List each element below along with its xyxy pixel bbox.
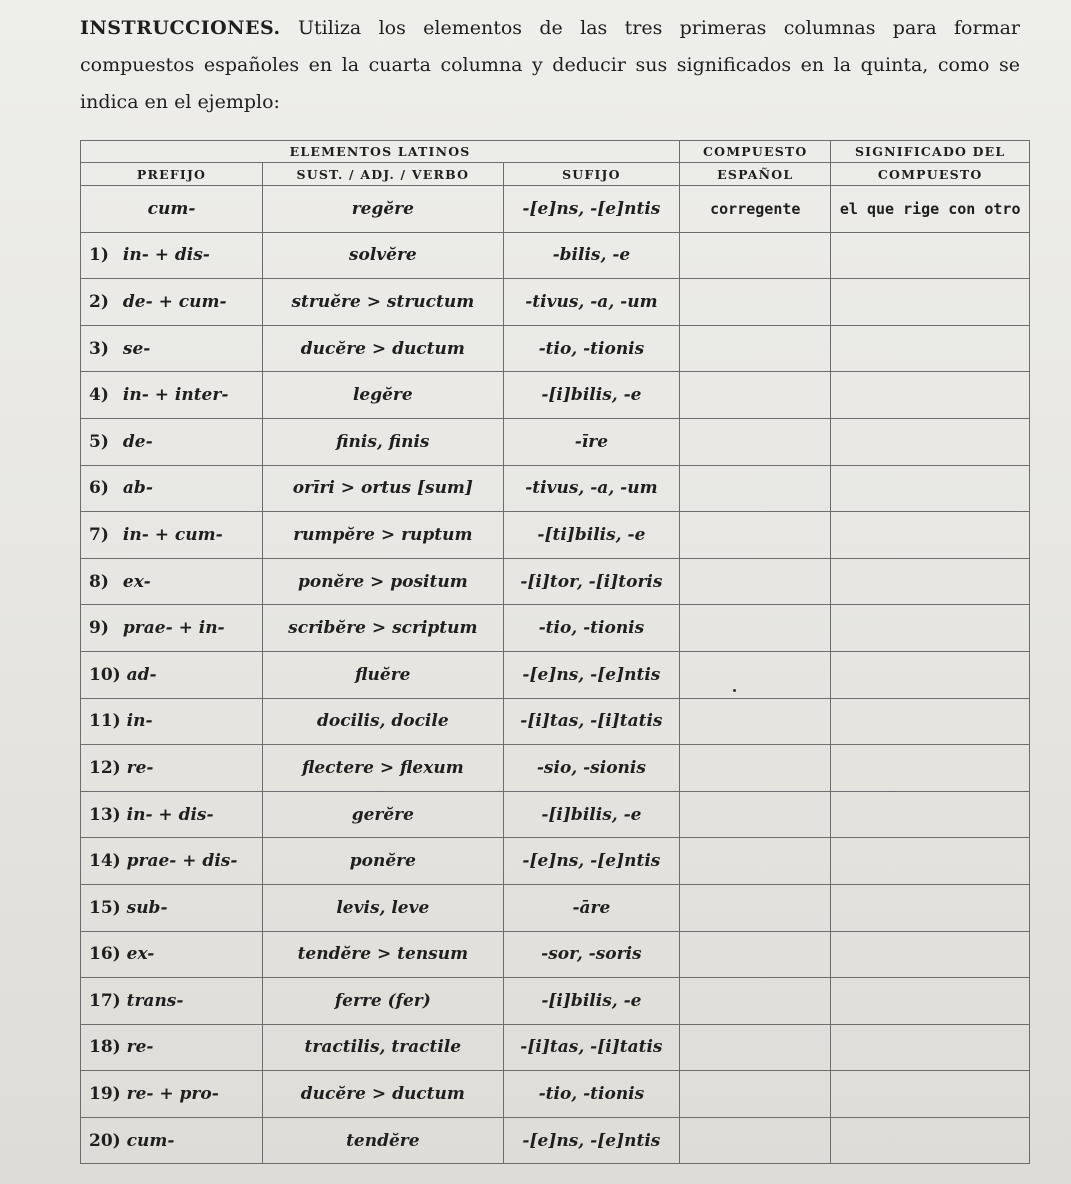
- instructions-text: Utiliza los elementos de las tres primeras columnas para formar compuestos españoles en la cuarta columna y deducir sus significados en la quinta, como se indica en el ejemplo:: [80, 17, 1020, 113]
- compuesto-blank-cell[interactable]: [680, 791, 831, 838]
- sufijo-cell: -[i]tas, -[i]tatis: [503, 698, 680, 745]
- sufijo-cell: -tivus, -a, -um: [503, 465, 680, 512]
- prefijo-text: sub-: [126, 897, 168, 918]
- row-number: 12): [89, 757, 121, 778]
- compuesto-blank-cell[interactable]: [680, 978, 831, 1025]
- significado-blank-cell[interactable]: [831, 512, 1030, 559]
- compuesto-blank-cell[interactable]: [680, 838, 831, 885]
- row-number: 8): [89, 571, 109, 592]
- sufijo-cell: -[e]ns, -[e]ntis: [503, 651, 680, 698]
- table-row: [81, 698, 1030, 745]
- sust-adj-verbo-cell: ponĕre > positum: [263, 558, 504, 605]
- row-number: 18): [89, 1037, 121, 1058]
- example-sufijo: -[e]ns, -[e]ntis: [503, 186, 680, 233]
- compuesto-blank-cell[interactable]: [680, 232, 831, 279]
- prefijo-cell: [81, 418, 263, 465]
- table-row: [81, 279, 1030, 326]
- row-number: 5): [89, 431, 109, 452]
- sufijo-cell: -[i]bilis, -e: [503, 978, 680, 1025]
- instructions-paragraph: [80, 10, 1020, 121]
- example-row: [81, 186, 1030, 233]
- row-number: 17): [89, 990, 121, 1011]
- table-row: [81, 1071, 1030, 1118]
- row-number: 3): [89, 338, 109, 359]
- prefijo-text: prae- + dis-: [126, 851, 238, 872]
- prefijo-cell: [81, 558, 263, 605]
- row-number: 20): [89, 1130, 121, 1151]
- compuesto-blank-cell[interactable]: [680, 1024, 831, 1071]
- compuesto-blank-cell[interactable]: [680, 1117, 831, 1164]
- compuesto-blank-cell[interactable]: [680, 1071, 831, 1118]
- table-row: [81, 1117, 1030, 1164]
- prefijo-text: re-: [126, 1037, 154, 1058]
- sufijo-cell: -[i]tas, -[i]tatis: [503, 1024, 680, 1071]
- table-row: [81, 325, 1030, 372]
- prefijo-cell: [81, 279, 263, 326]
- significado-blank-cell[interactable]: [831, 1071, 1030, 1118]
- significado-blank-cell[interactable]: [831, 465, 1030, 512]
- significado-blank-cell[interactable]: [831, 698, 1030, 745]
- header-significado-2: COMPUESTO: [831, 163, 1030, 186]
- sufijo-cell: -[i]tor, -[i]toris: [503, 558, 680, 605]
- table-row: [81, 791, 1030, 838]
- sust-adj-verbo-cell: ducĕre > ductum: [263, 1071, 504, 1118]
- table-row: [81, 418, 1030, 465]
- compuesto-blank-cell[interactable]: [680, 605, 831, 652]
- sufijo-cell: -tivus, -a, -um: [503, 279, 680, 326]
- prefijo-cell: [81, 1024, 263, 1071]
- sust-adj-verbo-cell: scribĕre > scriptum: [263, 605, 504, 652]
- row-number: 9): [89, 618, 109, 639]
- significado-blank-cell[interactable]: [831, 838, 1030, 885]
- prefijo-text: prae- + in-: [122, 618, 225, 639]
- table-row: [81, 465, 1030, 512]
- prefijo-text: in- + dis-: [126, 804, 214, 825]
- sust-adj-verbo-cell: flectere > flexum: [263, 745, 504, 792]
- prefijo-cell: [81, 605, 263, 652]
- latin-elements-table: [80, 140, 1030, 1164]
- header-row-2: [81, 163, 1030, 186]
- prefijo-cell: [81, 978, 263, 1025]
- header-row-1: [81, 141, 1030, 163]
- example-compuesto: corregente: [680, 186, 831, 233]
- significado-blank-cell[interactable]: [831, 1024, 1030, 1071]
- prefijo-text: ad-: [126, 664, 157, 685]
- header-significado-1: SIGNIFICADO DEL: [831, 141, 1030, 163]
- row-number: 15): [89, 897, 121, 918]
- sust-adj-verbo-cell: legĕre: [263, 372, 504, 419]
- significado-blank-cell[interactable]: [831, 372, 1030, 419]
- sufijo-cell: -[e]ns, -[e]ntis: [503, 838, 680, 885]
- compuesto-blank-cell[interactable]: [680, 418, 831, 465]
- prefijo-text: cum-: [126, 1130, 175, 1151]
- table-row: [81, 651, 1030, 698]
- significado-blank-cell[interactable]: [831, 651, 1030, 698]
- row-number: 16): [89, 944, 121, 965]
- compuesto-blank-cell[interactable]: [680, 884, 831, 931]
- prefijo-cell: [81, 465, 263, 512]
- row-number: 11): [89, 711, 121, 732]
- prefijo-text: de-: [122, 431, 153, 452]
- sust-adj-verbo-cell: tractilis, tractile: [263, 1024, 504, 1071]
- table-row: [81, 558, 1030, 605]
- compuesto-blank-cell[interactable]: [680, 651, 831, 698]
- sufijo-cell: -sio, -sionis: [503, 745, 680, 792]
- sust-adj-verbo-cell: gerĕre: [263, 791, 504, 838]
- prefijo-text: ab-: [122, 478, 153, 499]
- compuesto-blank-cell[interactable]: [680, 558, 831, 605]
- sust-adj-verbo-cell: fluĕre: [263, 651, 504, 698]
- row-number: 1): [89, 245, 109, 266]
- significado-blank-cell[interactable]: [831, 232, 1030, 279]
- significado-blank-cell[interactable]: [831, 884, 1030, 931]
- sust-adj-verbo-cell: rumpĕre > ruptum: [263, 512, 504, 559]
- sust-adj-verbo-cell: finis, finis: [263, 418, 504, 465]
- sufijo-cell: -[i]bilis, -e: [503, 372, 680, 419]
- header-prefijo: PREFIJO: [81, 163, 263, 186]
- prefijo-text: se-: [122, 338, 151, 359]
- sufijo-cell: -[i]bilis, -e: [503, 791, 680, 838]
- sust-adj-verbo-cell: solvĕre: [263, 232, 504, 279]
- significado-blank-cell[interactable]: [831, 1117, 1030, 1164]
- compuesto-blank-cell[interactable]: [680, 325, 831, 372]
- prefijo-cell: [81, 745, 263, 792]
- sufijo-cell: -tio, -tionis: [503, 605, 680, 652]
- significado-blank-cell[interactable]: [831, 418, 1030, 465]
- significado-blank-cell[interactable]: [831, 931, 1030, 978]
- significado-blank-cell[interactable]: [831, 558, 1030, 605]
- row-number: 13): [89, 804, 121, 825]
- prefijo-cell: [81, 512, 263, 559]
- header-sufijo: SUFIJO: [503, 163, 680, 186]
- example-significado: el que rige con otro: [831, 186, 1030, 233]
- prefijo-cell: [81, 325, 263, 372]
- row-number: 2): [89, 291, 109, 312]
- row-number: 6): [89, 478, 109, 499]
- compuesto-blank-cell[interactable]: [680, 931, 831, 978]
- sufijo-cell: -tio, -tionis: [503, 1071, 680, 1118]
- table-row: [81, 884, 1030, 931]
- header-sust-adj-verbo: SUST. / ADJ. / VERBO: [263, 163, 504, 186]
- prefijo-text: trans-: [126, 990, 184, 1011]
- prefijo-cell: [81, 884, 263, 931]
- significado-blank-cell[interactable]: [831, 279, 1030, 326]
- prefijo-text: in-: [126, 711, 153, 732]
- compuesto-blank-cell[interactable]: [680, 372, 831, 419]
- prefijo-text: ex-: [126, 944, 155, 965]
- prefijo-cell: [81, 791, 263, 838]
- prefijo-text: in- + dis-: [122, 245, 210, 266]
- prefijo-text: de- + cum-: [122, 291, 227, 312]
- table-row: [81, 838, 1030, 885]
- prefijo-cell: [81, 1071, 263, 1118]
- row-number: 10): [89, 664, 121, 685]
- significado-blank-cell[interactable]: [831, 745, 1030, 792]
- prefijo-text: in- + cum-: [122, 524, 223, 545]
- row-number: 4): [89, 385, 109, 406]
- instructions-lead: INSTRUCCIONES.: [80, 17, 281, 39]
- table-row: [81, 745, 1030, 792]
- sust-adj-verbo-cell: ducĕre > ductum: [263, 325, 504, 372]
- table-row: [81, 512, 1030, 559]
- prefijo-text: re- + pro-: [126, 1084, 219, 1105]
- sufijo-cell: -āre: [503, 884, 680, 931]
- prefijo-cell: [81, 698, 263, 745]
- sust-adj-verbo-cell: tendĕre: [263, 1117, 504, 1164]
- header-compuesto-1: COMPUESTO: [680, 141, 831, 163]
- sufijo-cell: -tio, -tionis: [503, 325, 680, 372]
- sust-adj-verbo-cell: orīri > ortus [sum]: [263, 465, 504, 512]
- significado-blank-cell[interactable]: [831, 605, 1030, 652]
- sust-adj-verbo-cell: ferre (fer): [263, 978, 504, 1025]
- prefijo-cell: [81, 1117, 263, 1164]
- table-row: [81, 931, 1030, 978]
- sufijo-cell: -īre: [503, 418, 680, 465]
- example-prefijo: cum-: [81, 186, 263, 233]
- significado-blank-cell[interactable]: [831, 791, 1030, 838]
- header-compuesto-2: ESPAÑOL: [680, 163, 831, 186]
- compuesto-blank-cell[interactable]: [680, 279, 831, 326]
- prefijo-cell: [81, 372, 263, 419]
- prefijo-text: in- + inter-: [122, 385, 229, 406]
- sust-adj-verbo-cell: ponĕre: [263, 838, 504, 885]
- sufijo-cell: -sor, -soris: [503, 931, 680, 978]
- table-row: [81, 372, 1030, 419]
- prefijo-cell: [81, 651, 263, 698]
- compuesto-blank-cell[interactable]: [680, 745, 831, 792]
- sufijo-cell: -[ti]bilis, -e: [503, 512, 680, 559]
- table-row: [81, 978, 1030, 1025]
- sust-adj-verbo-cell: struĕre > structum: [263, 279, 504, 326]
- row-number: 7): [89, 524, 109, 545]
- significado-blank-cell[interactable]: [831, 325, 1030, 372]
- table-row: [81, 1024, 1030, 1071]
- table-row: [81, 232, 1030, 279]
- row-number: 19): [89, 1084, 121, 1105]
- example-sust: regĕre: [263, 186, 504, 233]
- prefijo-cell: [81, 838, 263, 885]
- compuesto-blank-cell[interactable]: [680, 465, 831, 512]
- row-number: 14): [89, 851, 121, 872]
- prefijo-cell: [81, 232, 263, 279]
- table-row: [81, 605, 1030, 652]
- prefijo-text: re-: [126, 757, 154, 778]
- prefijo-text: ex-: [122, 571, 151, 592]
- sufijo-cell: -bilis, -e: [503, 232, 680, 279]
- sufijo-cell: -[e]ns, -[e]ntis: [503, 1117, 680, 1164]
- sust-adj-verbo-cell: tendĕre > tensum: [263, 931, 504, 978]
- header-latin-elements: ELEMENTOS LATINOS: [81, 141, 680, 163]
- significado-blank-cell[interactable]: [831, 978, 1030, 1025]
- stray-mark: [733, 689, 736, 692]
- prefijo-cell: [81, 931, 263, 978]
- compuesto-blank-cell[interactable]: [680, 512, 831, 559]
- sust-adj-verbo-cell: docilis, docile: [263, 698, 504, 745]
- compuesto-blank-cell[interactable]: [680, 698, 831, 745]
- sust-adj-verbo-cell: levis, leve: [263, 884, 504, 931]
